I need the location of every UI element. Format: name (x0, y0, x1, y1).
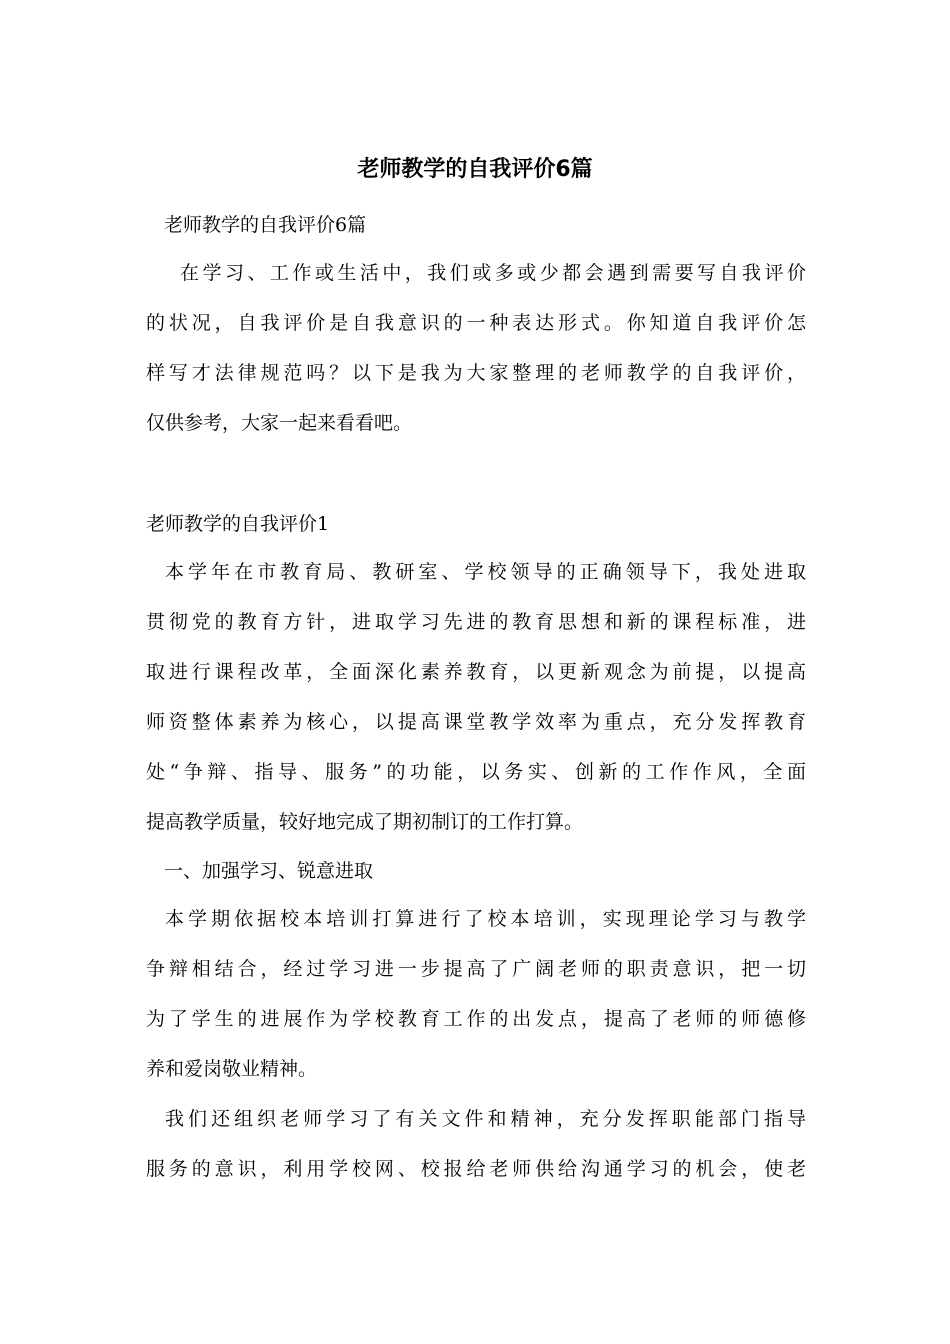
paragraph-line: 争辩相结合，经过学习进一步提高了广阔老师的职责意识，把一切 (146, 958, 806, 980)
document-subtitle: 老师教学的自我评价6篇 (164, 214, 367, 236)
paragraph-line: 处“争辩、指导、服务”的功能，以务实、创新的工作作风，全面 (146, 761, 806, 783)
section-heading: 老师教学的自我评价1 (146, 513, 330, 535)
document-title: 老师教学的自我评价6篇 (357, 157, 593, 182)
paragraph-line: 样写才法律规范吗？以下是我为大家整理的老师教学的自我评价， (146, 362, 806, 384)
body-paragraph-3 (146, 1094, 806, 1194)
paragraph-line: 养和爱岗敬业精神。 (146, 1058, 318, 1080)
paragraph-line: 我们还组织老师学习了有关文件和精神，充分发挥职能部门指导 (165, 1108, 806, 1130)
paragraph-line: 提高教学质量，较好地完成了期初制订的工作打算。 (146, 811, 584, 833)
paragraph-line: 仅供参考，大家一起来看看吧。 (146, 412, 413, 434)
paragraph-line: 为了学生的进展作为学校教育工作的出发点，提高了老师的师德修 (146, 1008, 806, 1030)
paragraph-line: 本学期依据校本培训打算进行了校本培训，实现理论学习与教学 (165, 908, 806, 930)
body-paragraph-1 (146, 547, 806, 847)
paragraph-line: 在学习、工作或生活中，我们或多或少都会遇到需要写自我评价 (180, 262, 806, 284)
intro-paragraph (146, 248, 806, 448)
paragraph-line: 本学年在市教育局、教研室、学校领导的正确领导下，我处进取 (165, 561, 806, 583)
paragraph-line: 师资整体素养为核心，以提高课堂教学效率为重点，充分发挥教育 (146, 711, 806, 733)
sub-heading: 一、加强学习、锐意进取 (164, 860, 374, 882)
paragraph-line: 的状况，自我评价是自我意识的一种表达形式。你知道自我评价怎 (146, 312, 806, 334)
paragraph-line: 贯彻党的教育方针，进取学习先进的教育思想和新的课程标准，进 (146, 611, 806, 633)
paragraph-line: 取进行课程改革，全面深化素养教育，以更新观念为前提，以提高 (146, 661, 806, 683)
paragraph-line: 服务的意识，利用学校网、校报给老师供给沟通学习的机会，使老 (146, 1158, 806, 1180)
body-paragraph-2 (146, 894, 806, 1094)
